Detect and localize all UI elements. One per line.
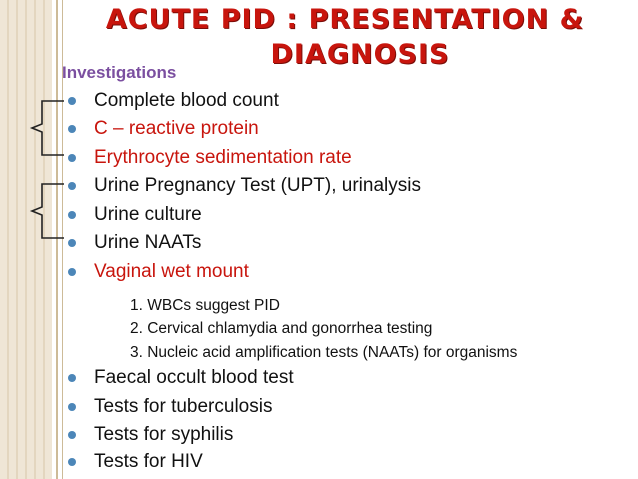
bullet-icon: [68, 211, 76, 219]
bullet-icon: [68, 125, 76, 133]
bullet-icon: [68, 97, 76, 105]
list-item-text: Urine culture: [94, 204, 202, 225]
group-bracket-1: [28, 88, 68, 168]
bullet-icon: [68, 268, 76, 276]
bullet-icon: [68, 431, 76, 439]
bullet-icon: [68, 154, 76, 162]
section-heading: Investigations: [62, 63, 177, 82]
group-bracket-2: [28, 171, 68, 251]
list-item-text: Faecal occult blood test: [94, 367, 294, 388]
list-item-text: Complete blood count: [94, 90, 279, 111]
bullet-icon: [68, 403, 76, 411]
list-item-text: C – reactive protein: [94, 118, 259, 139]
bullet-icon: [68, 458, 76, 466]
list-item-text: Urine Pregnancy Test (UPT), urinalysis: [94, 175, 421, 196]
bullet-icon: [68, 239, 76, 247]
list-item-text: Tests for syphilis: [94, 424, 234, 445]
bullet-icon: [68, 374, 76, 382]
sub-list-item: 2. Cervical chlamydia and gonorrhea testing: [130, 320, 433, 337]
list-item-text: Erythrocyte sedimentation rate: [94, 147, 352, 168]
bullet-icon: [68, 182, 76, 190]
title-line-2: DIAGNOSIS: [270, 39, 450, 70]
sub-list-item: 1. WBCs suggest PID: [130, 297, 280, 314]
list-item-text: Urine NAATs: [94, 232, 202, 253]
list-item-text: Vaginal wet mount: [94, 261, 249, 282]
sub-list-item: 3. Nucleic acid amplification tests (NAATs) for organisms: [130, 344, 518, 361]
slide-title: [100, 2, 590, 72]
list-item-text: Tests for tuberculosis: [94, 396, 273, 417]
title-line-1: ACUTE PID : PRESENTATION &: [105, 4, 585, 35]
list-item-text: Tests for HIV: [94, 451, 203, 472]
